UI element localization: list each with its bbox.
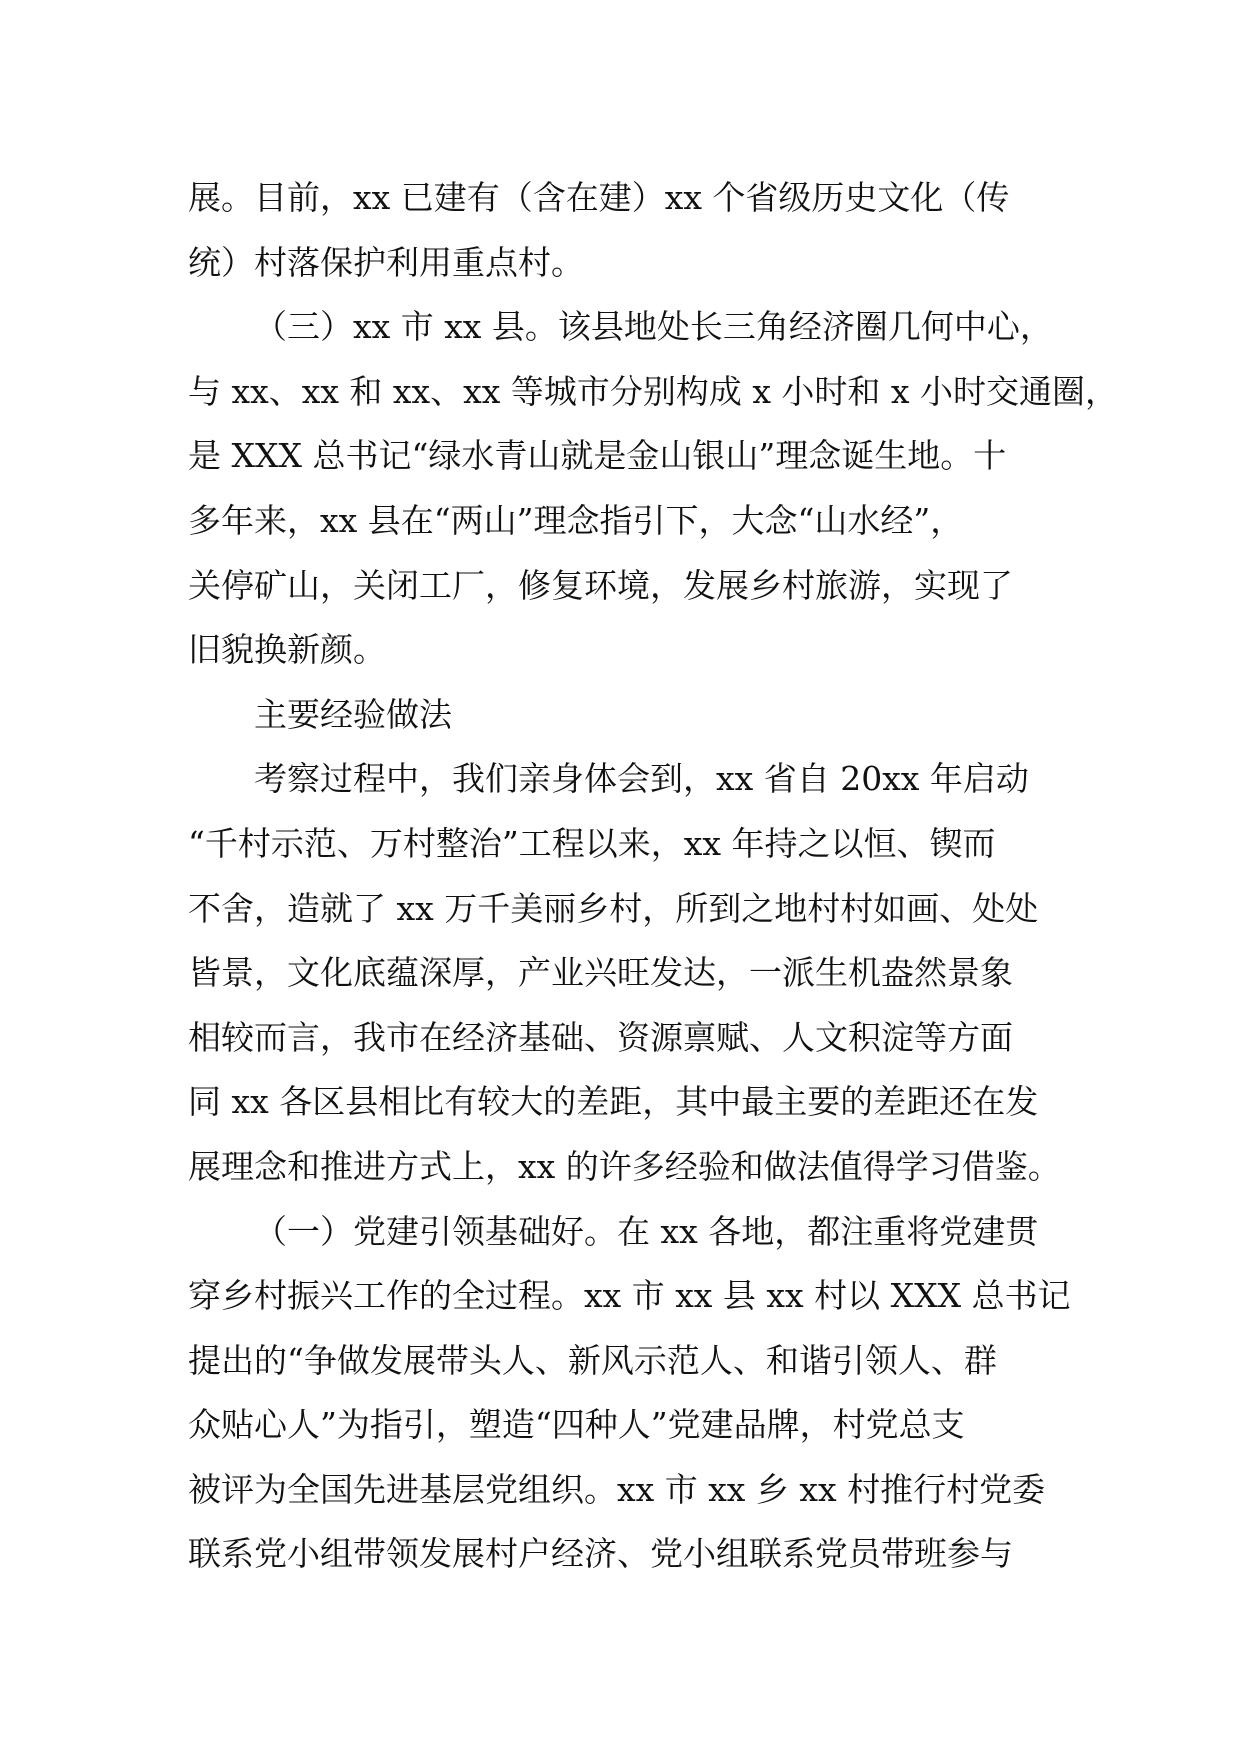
text-line: 是 XXX 总书记“绿水青山就是金山银山”理念诞生地。十 (188, 436, 1007, 476)
paragraph-start-line: 考察过程中，我们亲身体会到，xx 省自 20xx 年启动 (254, 759, 1029, 799)
paragraph-start-line: （一）党建引领基础好。在 xx 各地，都注重将党建贯 (254, 1211, 1039, 1251)
text-line: 旧貌换新颜。 (188, 630, 386, 670)
section-heading: 主要经验做法 (254, 694, 452, 734)
text-line: 联系党小组带领发展村户经济、党小组联系党员带班参与 (188, 1534, 1013, 1574)
text-line: 皆景，文化底蕴深厚，产业兴旺发达，一派生机盎然景象 (188, 953, 1013, 993)
text-line: 相较而言，我市在经济基础、资源禀赋、人文积淀等方面 (188, 1017, 1013, 1057)
text-line: 被评为全国先进基层党组织。xx 市 xx 乡 xx 村推行村党委 (188, 1469, 1046, 1509)
text-line: 统）村落保护利用重点村。 (188, 242, 584, 282)
text-line: 不舍，造就了 xx 万千美丽乡村，所到之地村村如画、处处 (188, 888, 1039, 928)
text-line: 关停矿山，关闭工厂，修复环境，发展乡村旅游，实现了 (188, 565, 1013, 605)
text-line: 展理念和推进方式上，xx 的许多经验和做法值得学习借鉴。 (188, 1146, 1061, 1186)
body-text (188, 166, 1119, 1587)
text-line: 展。目前，xx 已建有（含在建）xx 个省级历史文化（传 (188, 178, 1010, 217)
text-line: 众贴心人”为指引，塑造“四种人”党建品牌，村党总支 (188, 1405, 965, 1445)
text-line: 穿乡村振兴工作的全过程。xx 市 xx 县 xx 村以 XXX 总书记 (188, 1276, 1071, 1316)
text-line: 同 xx 各区县相比有较大的差距，其中最主要的差距还在发 (188, 1082, 1039, 1122)
text-line: 与 xx、xx 和 xx、xx 等城市分别构成 x 小时和 x 小时交通圈， (188, 371, 1119, 411)
text-line: 多年来，xx 县在“两山”理念指引下，大念“山水经”， (188, 500, 964, 540)
text-line: “千村示范、万村整治”工程以来，xx 年持之以恒、锲而 (188, 823, 996, 863)
text-line: 提出的“争做发展带头人、新风示范人、和谐引领人、群 (188, 1340, 997, 1380)
paragraph-start-line: （三）xx 市 xx 县。该县地处长三角经济圈几何中心， (254, 307, 1053, 347)
